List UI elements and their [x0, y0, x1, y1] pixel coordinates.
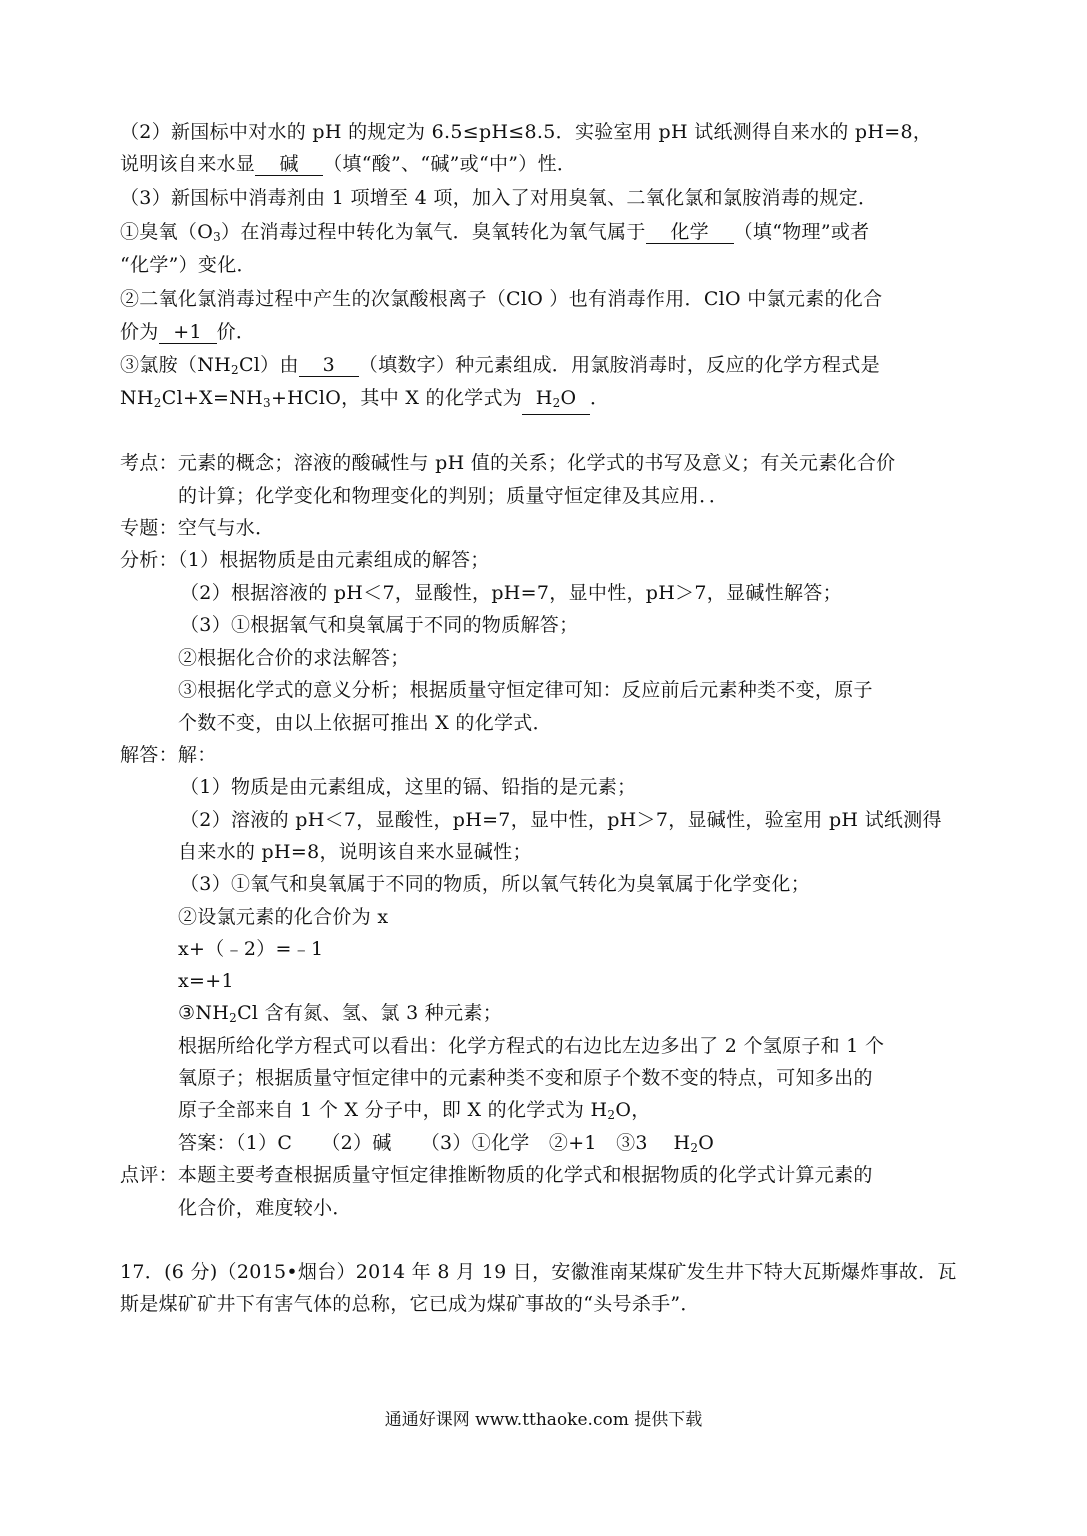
q-part3-sub1-text-mid: ）在消毒过程中转化为氧气．臭氧转化为氧气属于: [221, 221, 646, 243]
equation-text: +HClO，其中 X 的化学式为: [270, 387, 523, 409]
fenxi-line5: ③根据化学式的意义分析；根据质量守恒定律可知：反应前后元素种类不变，原子: [178, 679, 873, 701]
q-part2-line1: （2）新国标中对水的 pH 的规定为 6.5≤pH≤8.5．实验室用 pH 试纸测得自来水的 pH=8，: [120, 121, 933, 143]
q-part2-text-after: （填“酸”、“碱”或“中”）性．: [323, 153, 577, 175]
subscript: 2: [607, 1108, 616, 1122]
answer-text: H: [535, 387, 553, 409]
fenxi-line2: （2）根据溶液的 pH＜7，显酸性，pH=7，显中性，pH＞7，显碱性解答；: [180, 582, 842, 604]
q-part3-sub3-text-after: （填数字）种元素组成．用氯胺消毒时，反应的化学方程式是: [358, 354, 880, 376]
jieda-text: O，: [615, 1099, 651, 1121]
jieda-line3: （3）①氧气和臭氧属于不同的物质，所以氧气转化为臭氧属于化学变化；: [180, 873, 810, 895]
q-part3-sub3-text-mid: Cl）由: [238, 354, 299, 376]
q-part3-sub1-line1: [120, 220, 869, 249]
q-part3-intro: （3）新国标中消毒剂由 1 项增至 4 项，加入了对用臭氧、二氧化氯和氯胺消毒的规定．: [120, 187, 878, 209]
jieda-line9: 氧原子；根据质量守恒定律中的元素种类不变和原子个数不变的特点，可知多出的: [178, 1067, 873, 1089]
answer-text: O: [560, 387, 577, 409]
jieda-line1: （1）物质是由元素组成，这里的镉、铅指的是元素；: [180, 776, 637, 798]
jieda-line2a: （2）溶液的 pH＜7，显酸性，pH=7，显中性，pH＞7，显碱性，验室用 pH 试纸测得: [180, 809, 942, 831]
fenxi-line6: 个数不变，由以上依据可推出 X 的化学式．: [178, 712, 552, 734]
q-part3-sub3-text: ③氯胺（NH: [120, 354, 231, 376]
q-part2-line2: [120, 152, 576, 176]
fenxi-line3: （3）①根据氧气和臭氧属于不同的物质解答；: [180, 614, 579, 636]
fenxi-line4: ②根据化合价的求法解答；: [178, 647, 410, 669]
q-part3-sub1-answer-blank: 化学: [646, 221, 734, 244]
jieda-line6: x=+1: [178, 970, 234, 992]
jieda-line7: [178, 1001, 502, 1030]
jieda-line10: [178, 1098, 651, 1127]
dianping-line1: 点评：本题主要考查根据质量守恒定律推断物质的化学式和根据物质的化学式计算元素的: [120, 1164, 873, 1186]
subscript: 2: [231, 363, 239, 377]
page-footer: 通通好课网 www.tthaoke.com 提供下载: [384, 1410, 703, 1430]
fenxi-line1: 分析：（1）根据物质是由元素组成的解答；: [120, 549, 490, 571]
subscript: 3: [213, 230, 222, 244]
jieda-heading: 解答：解：: [120, 744, 217, 766]
q-part3-sub1-text: ①臭氧（O: [120, 221, 214, 243]
jieda-text: Cl 含有氮、氢、氯 3 种元素；: [237, 1002, 502, 1024]
q-part3-sub2-text-after: 价．: [216, 321, 256, 343]
subscript: 2: [229, 1011, 238, 1025]
jieda-line8: 根据所给化学方程式可以看出：化学方程式的右边比左边多出了 2 个氢原子和 1 个: [178, 1035, 885, 1057]
answer-summary: [178, 1131, 714, 1160]
kaodian-line1: 考点：元素的概念；溶液的酸碱性与 pH 值的关系；化学式的书写及意义；有关元素化合价: [120, 452, 896, 474]
zhuanti-line: 专题：空气与水．: [120, 517, 275, 539]
q-part3-sub3-line2: [120, 386, 609, 415]
q-part3-sub2-answer-blank: +1: [159, 321, 217, 344]
q-part3-sub1-text-after: （填“物理”或者: [733, 221, 870, 243]
jieda-line5: x+（﹣2）=﹣1: [178, 938, 324, 960]
jieda-line4: ②设氯元素的化合价为 x: [178, 906, 389, 928]
q-part3-sub3-answer-blank: 3: [299, 354, 359, 377]
dianping-line2: 化合价，难度较小．: [178, 1197, 352, 1219]
subscript: 3: [263, 396, 271, 410]
answer-summary-text: 答案：（1）C （2）碱 （3）①化学 ②+1 ③3 H: [178, 1132, 691, 1154]
q-part3-sub3-line1: [120, 353, 880, 382]
q-part3-sub2-text: 价为: [120, 321, 159, 343]
jieda-line2b: 自来水的 pH=8，说明该自来水显碱性；: [178, 841, 532, 863]
q-part3-sub2-line1: ②二氧化氯消毒过程中产生的次氯酸根离子（ClO ）也有消毒作用．ClO 中氯元素的化合: [120, 288, 883, 310]
subscript: 2: [153, 396, 162, 410]
q-part3-sub2-line2: [120, 320, 255, 344]
jieda-text: ③NH: [178, 1002, 230, 1024]
equation-end: ．: [590, 387, 610, 409]
subscript: 2: [690, 1141, 699, 1155]
question17-line2: 斯是煤矿矿井下有害气体的总称，它已成为煤矿事故的“头号杀手”．: [120, 1293, 700, 1315]
equation-text: Cl+X=NH: [161, 387, 264, 409]
jieda-text: 原子全部来自 1 个 X 分子中，即 X 的化学式为 H: [178, 1099, 608, 1121]
q-part3-sub3-formula-blank: [522, 387, 590, 415]
q-part3-sub1-line2: “化学”）变化．: [120, 254, 256, 276]
kaodian-line2: 的计算；化学变化和物理变化的判别；质量守恒定律及其应用．．: [178, 485, 729, 507]
question17-line1: 17．(6 分)（2015•烟台）2014 年 8 月 19 日，安徽淮南某煤矿发生井下特大瓦斯爆炸事故．瓦: [120, 1261, 957, 1283]
q-part2-text-before: 说明该自来水显: [120, 153, 256, 175]
subscript: 2: [552, 396, 561, 410]
answer-summary-text: O: [698, 1132, 715, 1154]
equation-text: NH: [120, 387, 154, 409]
q-part2-answer-blank: 碱: [255, 153, 323, 176]
